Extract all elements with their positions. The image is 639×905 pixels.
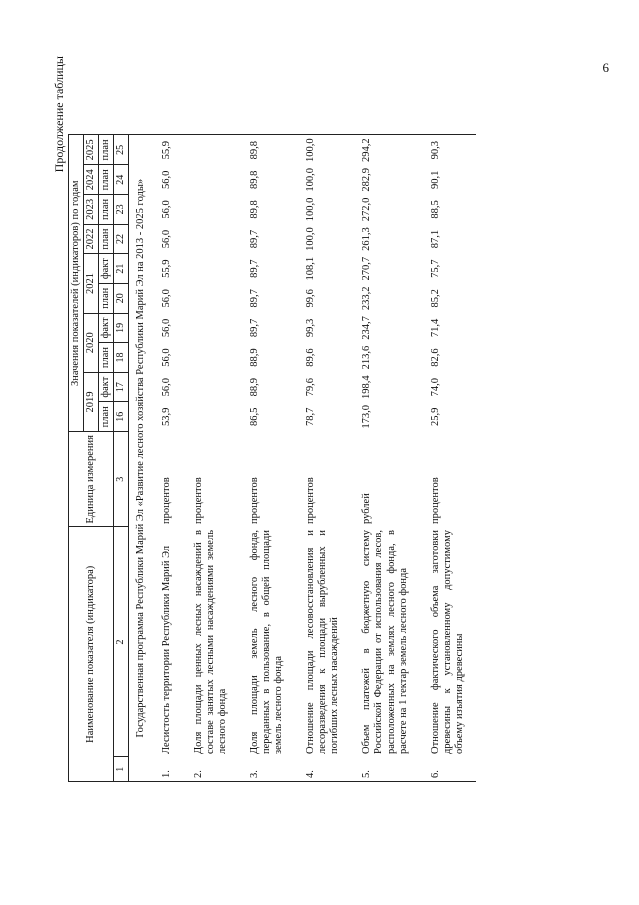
indicator-unit: процентов [305, 477, 317, 524]
value-cell [183, 402, 239, 432]
header-name: Наименование показателя (индикатора) [69, 527, 114, 782]
indicator-unit: процентов [429, 477, 441, 524]
row-number: 6. [420, 757, 476, 782]
value-cell [183, 224, 239, 254]
value-cell: 56,0 [160, 229, 172, 249]
value-cell: 100,0 [295, 135, 351, 165]
value-cell: 88,5 [429, 200, 441, 219]
table-row [351, 135, 419, 782]
col-index: 21 [114, 254, 129, 284]
indicator-name: Лесистость территории Республики Марий Эл [160, 545, 172, 754]
row-number: 5. [351, 757, 419, 782]
value-cell: 53,9 [160, 407, 172, 426]
header-year: 2024 [84, 165, 99, 195]
value-cell [183, 283, 239, 313]
value-cell: 55,9 [160, 259, 172, 278]
value-cell: 89,7 [249, 229, 260, 249]
table-row [183, 135, 239, 782]
value-cell: 90,1 [429, 170, 441, 189]
row-number: 3. [239, 757, 295, 782]
indicator-unit: процентов [192, 477, 204, 524]
value-cell: 261,3 [361, 227, 373, 251]
header-plan: план [99, 283, 114, 313]
value-cell: 56,0 [160, 200, 172, 219]
col-index: 23 [114, 195, 129, 225]
header-year: 2023 [84, 195, 99, 225]
value-cell: 78,7 [305, 407, 317, 426]
value-cell: 89,8 [239, 135, 295, 165]
value-cell: 100,0 [305, 167, 317, 192]
landscape-content [50, 50, 550, 850]
value-cell: 56,0 [160, 318, 172, 338]
value-cell: 100,0 [305, 227, 317, 251]
row-number: 2. [183, 757, 239, 782]
col-index: 1 [114, 757, 129, 782]
header-fact: факт [99, 313, 114, 343]
table-row [151, 135, 183, 782]
col-index: 17 [114, 372, 129, 402]
header-values-group: Значения показателей (индикаторов) по годам [69, 135, 84, 432]
value-cell: 88,9 [249, 377, 260, 397]
value-cell: 85,2 [429, 289, 441, 308]
value-cell: 89,8 [249, 170, 260, 189]
value-cell: 198,4 [361, 375, 373, 399]
value-cell: 75,7 [429, 259, 441, 278]
col-index: 16 [114, 402, 129, 432]
indicators-table [68, 134, 476, 782]
value-cell [183, 135, 239, 165]
table-row [295, 135, 351, 782]
value-cell [183, 313, 239, 343]
col-index: 20 [114, 283, 129, 313]
value-cell: 25,9 [429, 407, 441, 426]
value-cell: 89,6 [305, 348, 317, 367]
col-index: 24 [114, 165, 129, 195]
indicator-name: Доля площади ценных лесных насаждений в составе занятых лесными насаждениями земель лесного фонда [192, 530, 228, 754]
col-index: 3 [114, 432, 129, 527]
header-plan: план [99, 165, 114, 195]
indicator-unit: процентов [160, 477, 172, 524]
value-cell: 234,7 [361, 316, 373, 340]
value-cell: 56,0 [160, 170, 172, 189]
indicator-unit: рублей [361, 493, 373, 524]
indicator-name: Отношение площади лесовосстановления и лесоразведения к площади вырубленных и погибших лесных насаждений [305, 530, 341, 754]
value-cell: 56,0 [160, 377, 172, 397]
header-year: 2020 [84, 313, 99, 372]
program-title: Государственная программа Республики Марий Эл «Развитие лесного хозяйства Республики Марий Эл на 2013 - 2025 годы» [128, 135, 151, 782]
continuation-title: Продолжение таблицы [52, 56, 66, 173]
value-cell [183, 254, 239, 284]
value-cell: 233,2 [361, 286, 373, 311]
header-unit: Единица измерения [69, 432, 114, 527]
indicator-name: Доля площади земель лесного фонда, переданных в пользование, в общей площади земель лесного фонда [249, 530, 285, 754]
header-year: 2022 [84, 224, 99, 254]
header-fact: факт [99, 372, 114, 402]
header-fact: факт [99, 254, 114, 284]
page-number: 6 [602, 60, 609, 75]
value-cell: 56,0 [160, 289, 172, 308]
value-cell [183, 372, 239, 402]
value-cell: 213,6 [361, 345, 373, 370]
value-cell: 56,0 [160, 348, 172, 367]
column-index-row [114, 135, 129, 782]
table-row [420, 135, 476, 782]
header-plan: план [99, 224, 114, 254]
value-cell: 99,6 [305, 289, 317, 308]
col-index: 25 [114, 135, 129, 165]
col-index: 18 [114, 343, 129, 373]
value-cell: 87,1 [429, 229, 441, 249]
col-index: 19 [114, 313, 129, 343]
header-plan: план [99, 195, 114, 225]
value-cell [183, 195, 239, 225]
header-plan: план [99, 402, 114, 432]
value-cell: 86,5 [249, 407, 260, 426]
value-cell: 270,7 [361, 256, 373, 281]
value-cell: 82,6 [429, 348, 441, 367]
value-cell: 88,9 [249, 348, 260, 367]
table-row [239, 135, 295, 782]
value-cell: 89,8 [249, 200, 260, 219]
row-number: 4. [295, 757, 351, 782]
value-cell: 89,7 [249, 318, 260, 338]
value-cell: 173,0 [361, 404, 373, 429]
value-cell: 282,9 [361, 167, 373, 192]
col-index: 2 [114, 527, 129, 757]
value-cell [183, 165, 239, 195]
value-cell: 55,9 [151, 135, 183, 165]
value-cell: 71,4 [429, 318, 441, 338]
value-cell: 89,7 [249, 259, 260, 278]
header-plan: план [99, 135, 114, 165]
indicator-name: Объем платежей в бюджетную систему Российской Федерации от использования лесов, расположенных на землях лесного фонда, в расчете на 1 гектар земель лесного фонда [361, 530, 409, 754]
value-cell: 90,3 [420, 135, 476, 165]
value-cell: 294,2 [351, 135, 419, 165]
value-cell: 79,6 [305, 377, 317, 397]
value-cell: 100,0 [305, 197, 317, 222]
indicator-unit: процентов [249, 477, 260, 524]
value-cell: 108,1 [305, 256, 317, 281]
value-cell: 99,3 [305, 318, 317, 338]
header-year: 2019 [84, 372, 99, 431]
header-year: 2025 [84, 135, 99, 165]
col-index: 22 [114, 224, 129, 254]
row-number: 1. [151, 757, 183, 782]
indicator-name: Отношение фактического объема заготовки древесины к установленному допустимому объему изъятия древесины [429, 530, 465, 754]
value-cell: 272,0 [361, 197, 373, 222]
header-year: 2021 [84, 254, 99, 313]
value-cell: 74,0 [429, 377, 441, 397]
value-cell [183, 343, 239, 373]
value-cell: 89,7 [249, 289, 260, 308]
header-plan: план [99, 343, 114, 373]
